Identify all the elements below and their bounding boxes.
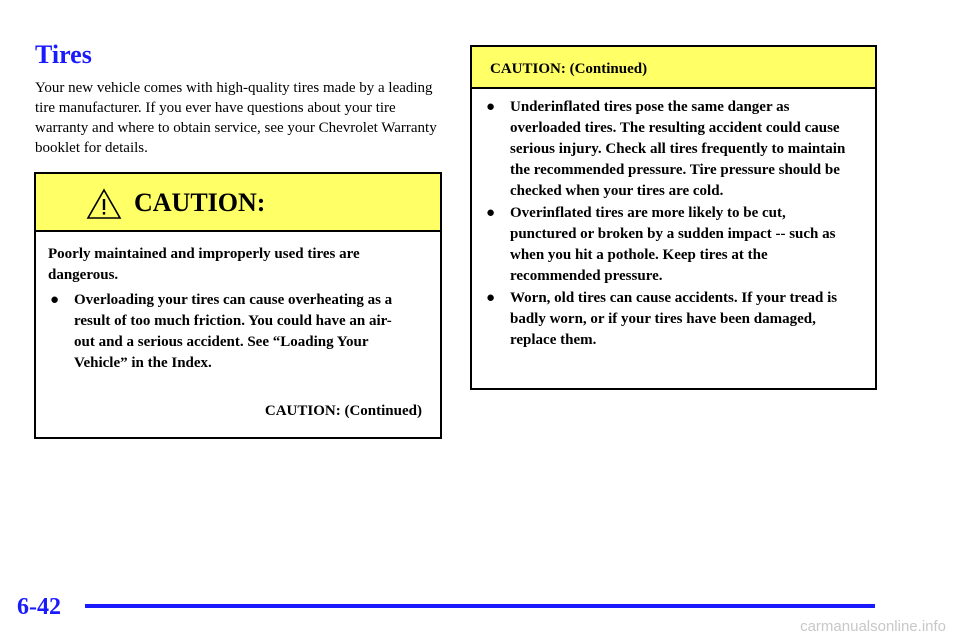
bullet-icon: ● xyxy=(486,290,496,306)
caution-body xyxy=(48,244,428,375)
caution-continued-note: CAUTION: (Continued) xyxy=(264,403,422,419)
caution-body xyxy=(484,97,864,352)
bullet-icon: ● xyxy=(486,99,496,115)
caution-box xyxy=(34,172,442,439)
caution-header xyxy=(36,174,440,232)
list-item xyxy=(48,290,404,374)
page-number: 6-42 xyxy=(17,594,61,620)
caution-bullet-list xyxy=(484,97,864,351)
caution-heading: CAUTION: xyxy=(134,188,266,217)
bullet-text: Overloading your tires can cause overheating as a result of too much friction. You could have an air-out and a serious accident. See “Loading Your Vehicle” in the Index. xyxy=(74,292,393,371)
bullet-text: Overinflated tires are more likely to be cut, punctured or broken by a sudden impact -- such as when you hit a pothole. Keep tires at the recommended pressure. xyxy=(510,205,836,284)
bullet-icon: ● xyxy=(50,292,60,308)
intro-paragraph: Your new vehicle comes with high-quality tires made by a leading tire manufacturer. If you ever have questions about your tire warranty and where to obtain service, see your Chevrolet Warranty booklet for details. xyxy=(35,80,437,156)
caution-lead-text: Poorly maintained and improperly used tires are dangerous. xyxy=(48,246,360,283)
list-item xyxy=(484,203,850,287)
warning-triangle-icon xyxy=(86,188,122,220)
list-item xyxy=(484,97,850,202)
list-item xyxy=(484,288,850,351)
footer-divider xyxy=(85,604,875,608)
caution-bullet-list xyxy=(48,290,428,374)
caution-header xyxy=(472,47,875,89)
watermark: carmanualsonline.info xyxy=(800,618,946,635)
bullet-icon: ● xyxy=(486,205,496,221)
bullet-text: Underinflated tires pose the same danger as overloaded tires. The resulting accident could cause serious injury. Check all tires frequently to maintain the recommended pressure. Tire pressure should be checked when your tires are cold. xyxy=(510,99,846,199)
caution-continued-heading: CAUTION: (Continued) xyxy=(490,61,648,77)
bullet-text: Worn, old tires can cause accidents. If your tread is badly worn, or if your tires have been damaged, replace them. xyxy=(510,290,838,348)
page-title: Tires xyxy=(35,40,92,69)
caution-continued-box xyxy=(470,45,877,390)
